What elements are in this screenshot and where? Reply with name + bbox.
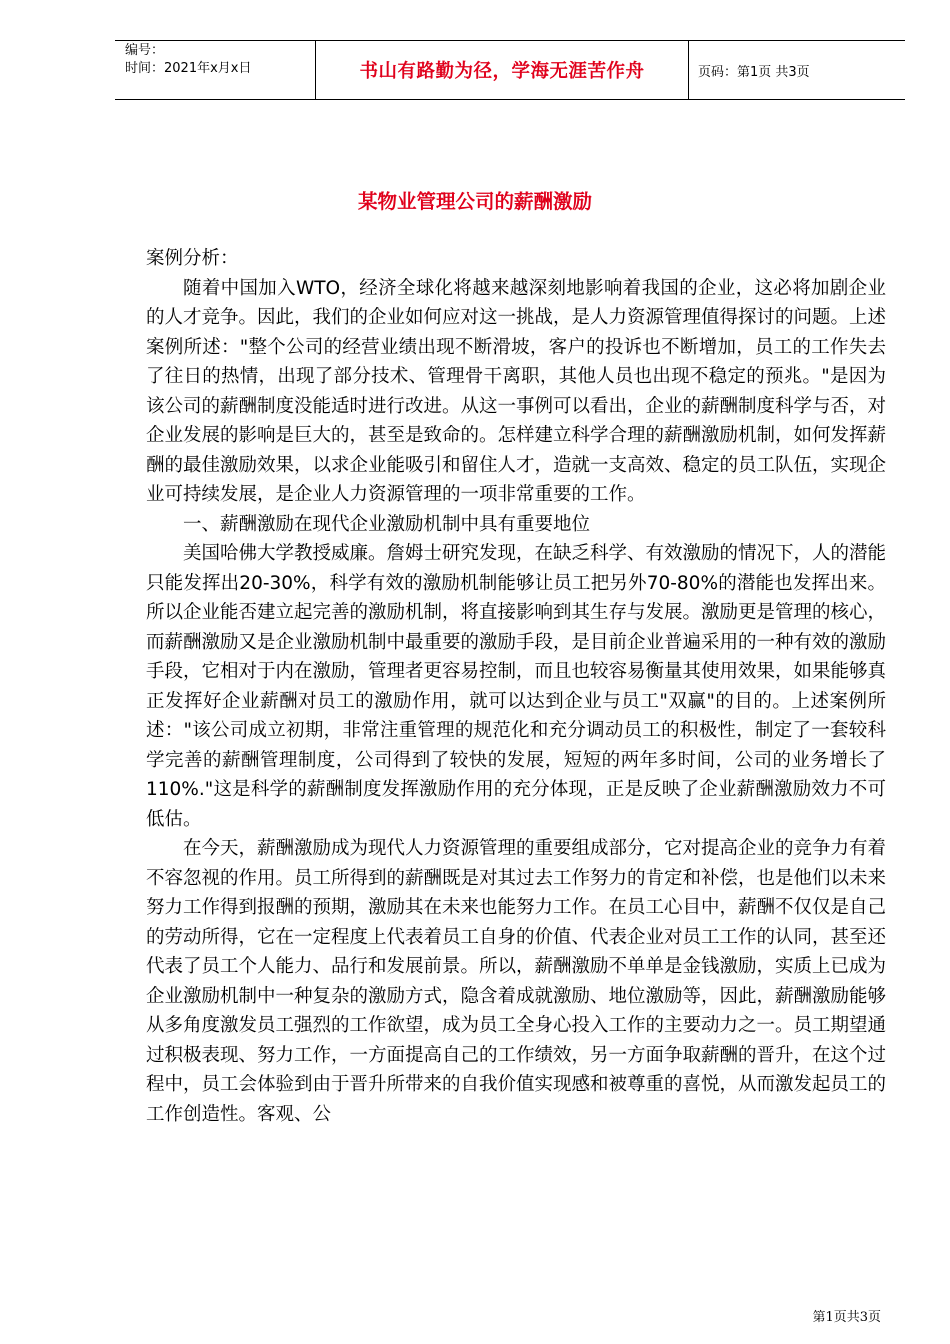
body-paragraph: 美国哈佛大学教授威廉。詹姆士研究发现，在缺乏科学、有效激励的情况下，人的潜能只能发挥出20-30%，科学有效的激励机制能够让员工把另外70-80%的潜能也发挥出来。所以企业能否建立起完善的激励机制，将直接影响到其生存与发展。激励更是管理的核心，而薪酬激励又是企业激励机制中最重要的激励手段，是目前企业普遍采用的一种有效的激励手段，它相对于内在激励，管理者更容易控制，而且也较容易衡量其使用效果，如果能够真正发挥好企业薪酬对员工的激励作用，就可以达到企业与员工"双赢"的目的。上述案例所述："该公司成立初期，非常注重管理的规范化和充分调动员工的积极性，制定了一套较科学完善的薪酬管理制度，公司得到了较快的发展，短短的两年多时间，公司的业务增长了110%."这是科学的薪酬制度发挥激励作用的充分体现，正是反映了企业薪酬激励效力不可低估。 bbox=[146, 543, 887, 830]
body-paragraph: 在今天，薪酬激励成为现代人力资源管理的重要组成部分，它对提高企业的竞争力有着不容忽视的作用。员工所得到的薪酬既是对其过去工作努力的肯定和补偿，也是他们以未来努力工作得到报酬的预期，激励其在未来也能努力工作。在员工心目中，薪酬不仅仅是自己的劳动所得，它在一定程度上代表着员工自身的价值、代表企业对员工工作的认同，甚至还代表了员工个人能力、品行和发展前景。所以，薪酬激励不单单是金钱激励，实质上已成为企业激励机制中一种复杂的激励方式，隐含着成就激励、地位激励等，因此，薪酬激励能够从多角度激发员工强烈的工作欲望，成为员工全身心投入工作的主要动力之一。员工期望通过积极表现、努力工作，一方面提高自己的工作绩效，另一方面争取薪酬的晋升，在这个过程中，员工会体验到由于晋升所带来的自我价值实现感和被尊重的喜悦，从而激发起员工的工作创造性。客观、公 bbox=[146, 838, 887, 1125]
document-body bbox=[146, 244, 886, 1129]
page-header bbox=[115, 40, 905, 100]
page-footer: 第1页共3页 bbox=[812, 1310, 881, 1325]
body-paragraph: 随着中国加入WTO，经济全球化将越来越深刻地影响着我国的企业，这必将加剧企业的人才竞争。因此，我们的企业如何应对这一挑战，是人力资源管理值得探讨的问题。上述案例所述："整个公司的经营业绩出现不断滑坡，客户的投诉也不断增加，员工的工作失去了往日的热情，出现了部分技术、管理骨干离职，其他人员也出现不稳定的预兆。"是因为该公司的薪酬制度没能适时进行改进。从这一事例可以看出，企业的薪酬制度科学与否，对企业发展的影响是巨大的，甚至是致命的。怎样建立科学合理的薪酬激励机制，如何发挥薪酬的最佳激励效果，以求企业能吸引和留住人才，造就一支高效、稳定的员工队伍，实现企业可持续发展，是企业人力资源管理的一项非常重要的工作。 bbox=[146, 277, 887, 505]
case-analysis-label: 案例分析： bbox=[146, 248, 239, 269]
header-meta-cell bbox=[115, 41, 316, 99]
header-motto: 书山有路勤为径，学海无涯苦作舟 bbox=[359, 61, 645, 82]
header-motto-cell bbox=[316, 41, 689, 99]
header-page-cell bbox=[689, 41, 905, 99]
header-page-label: 页码：第1页 共3页 bbox=[698, 64, 810, 80]
document-number-label: 编号： bbox=[125, 43, 165, 58]
document-title: 某物业管理公司的薪酬激励 bbox=[357, 190, 592, 213]
document-time-label: 时间：2021年x月x日 bbox=[125, 61, 252, 76]
section-heading: 一、薪酬激励在现代企业激励机制中具有重要地位 bbox=[183, 513, 591, 535]
